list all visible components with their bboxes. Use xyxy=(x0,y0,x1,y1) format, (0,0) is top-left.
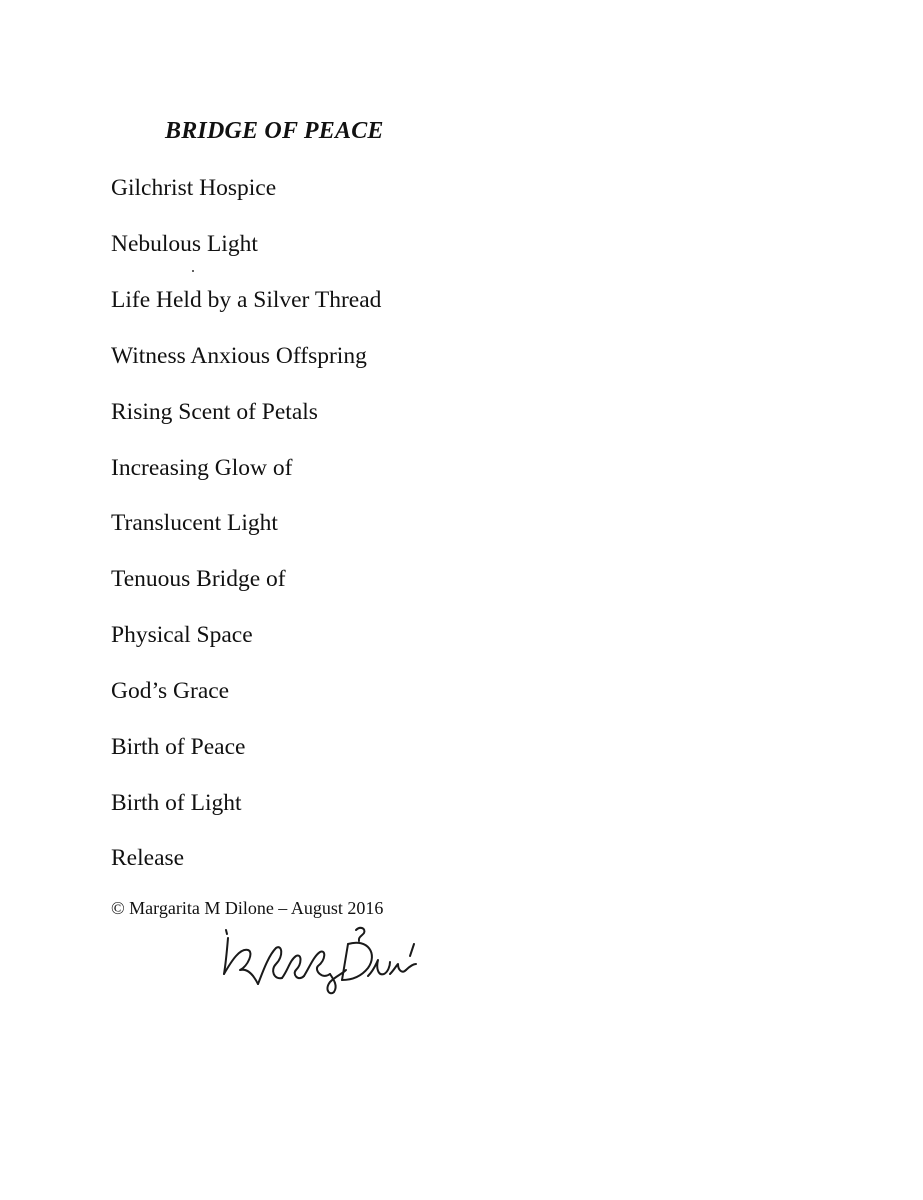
scan-speck xyxy=(192,270,194,272)
poem-line-4: Witness Anxious Offspring xyxy=(111,343,367,369)
poem-title: BRIDGE OF PEACE xyxy=(165,118,384,144)
poem-line-3: Life Held by a Silver Thread xyxy=(111,287,382,313)
poem-line-11: Birth of Peace xyxy=(111,734,246,760)
poem-line-9: Physical Space xyxy=(111,622,253,648)
poem-line-12: Birth of Light xyxy=(111,790,242,816)
poem-line-10: God’s Grace xyxy=(111,678,230,704)
poem-line-7: Translucent Light xyxy=(111,510,278,536)
copyright-notice: © Margarita M Dilone – August 2016 xyxy=(111,898,384,918)
poem-line-13: Release xyxy=(111,845,185,871)
handwritten-signature-icon xyxy=(218,920,423,1000)
poem-line-5: Rising Scent of Petals xyxy=(111,399,318,425)
poem-line-1: Gilchrist Hospice xyxy=(111,175,277,201)
poem-line-2: Nebulous Light xyxy=(111,231,258,257)
poem-line-8: Tenuous Bridge of xyxy=(111,566,286,592)
poem-line-6: Increasing Glow of xyxy=(111,455,293,481)
